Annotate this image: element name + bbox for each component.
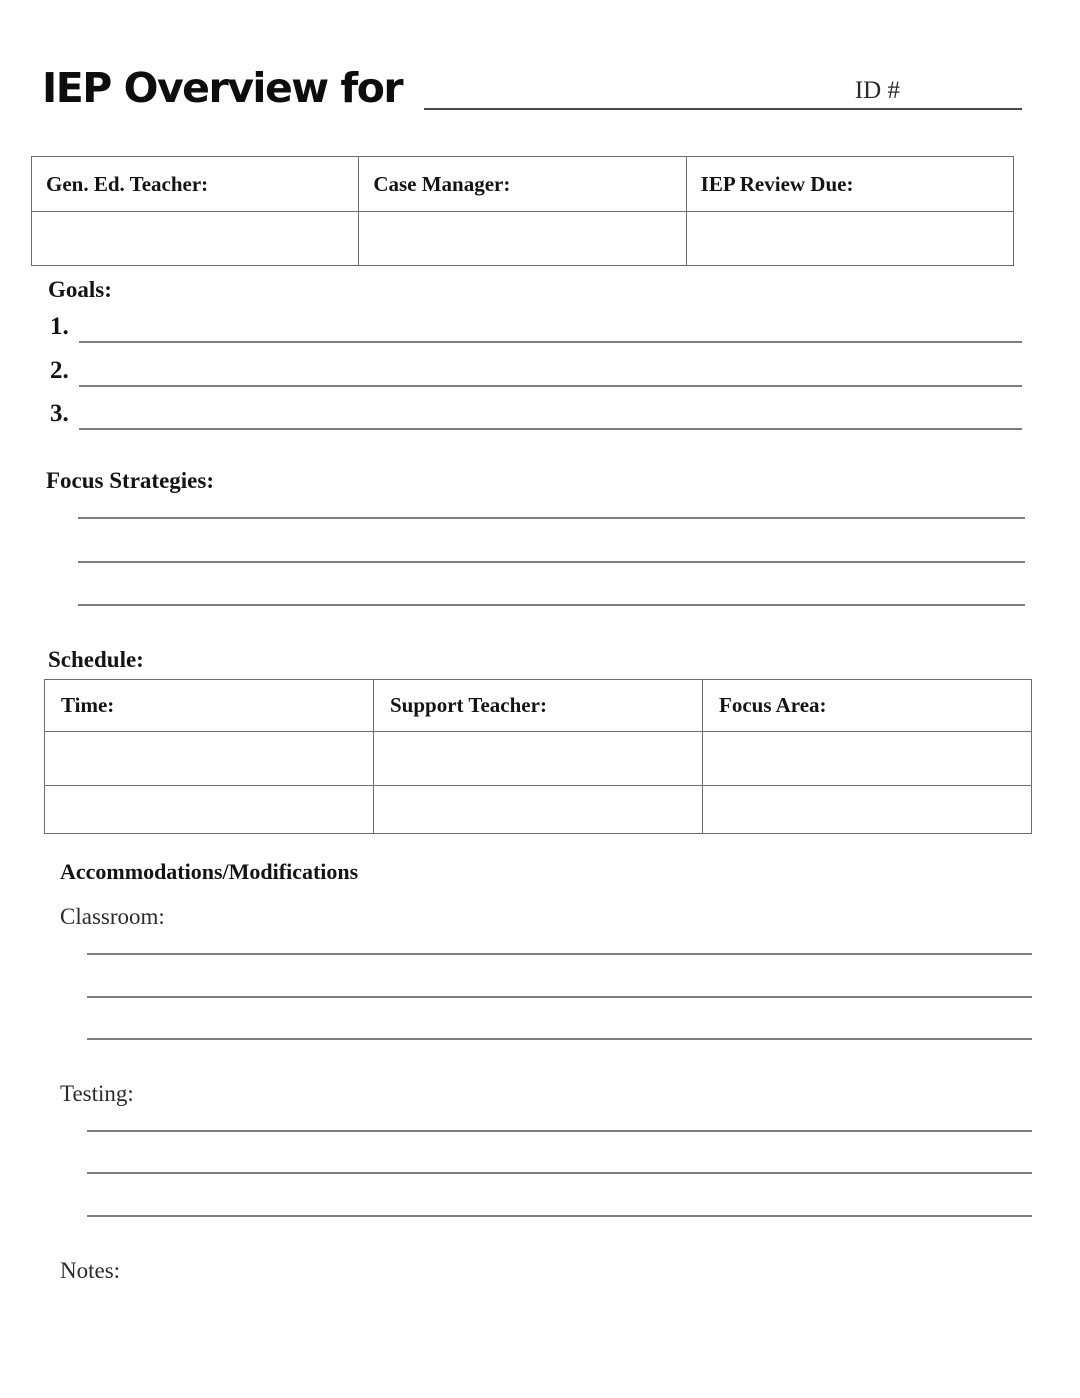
classroom-blank-3[interactable]	[87, 998, 1032, 1040]
schedule-table	[44, 679, 1032, 834]
focus-strategies-blank-3[interactable]	[78, 563, 1025, 606]
classroom-blank-2[interactable]	[87, 955, 1032, 998]
student-name-blank[interactable]	[424, 66, 1022, 110]
testing-blank-1[interactable]	[87, 1108, 1032, 1132]
focus-area-header: Focus Area:	[703, 680, 1032, 732]
support-teacher-cell-1[interactable]	[374, 732, 703, 786]
goal-3-number: 3.	[50, 400, 69, 427]
time-header: Time:	[45, 680, 374, 732]
form-title: IEP Overview for	[42, 64, 403, 112]
focus-strategies-blank-1[interactable]	[78, 495, 1025, 519]
accommodations-heading: Accommodations/Modifications	[60, 859, 359, 884]
gen-ed-teacher-header: Gen. Ed. Teacher:	[32, 157, 359, 212]
iep-review-due-cell[interactable]	[686, 212, 1013, 266]
id-number-label: ID #	[854, 77, 900, 104]
schedule-row-1	[45, 732, 1032, 786]
support-teacher-header: Support Teacher:	[374, 680, 703, 732]
classroom-label: Classroom:	[60, 904, 165, 929]
classroom-blank-1[interactable]	[87, 931, 1032, 955]
iep-review-due-header: IEP Review Due:	[686, 157, 1013, 212]
info-table-header-row	[32, 157, 1014, 212]
goal-1-number: 1.	[50, 313, 69, 340]
goals-heading: Goals:	[48, 277, 112, 302]
testing-blank-3[interactable]	[87, 1174, 1032, 1217]
schedule-header-row	[45, 680, 1032, 732]
goal-3-blank[interactable]	[79, 387, 1022, 430]
goal-1-blank[interactable]	[79, 304, 1022, 343]
focus-strategies-heading: Focus Strategies:	[46, 468, 214, 493]
form-header	[42, 66, 1022, 110]
focus-strategies-blank-2[interactable]	[78, 519, 1025, 563]
testing-blank-2[interactable]	[87, 1132, 1032, 1174]
goal-row-2	[50, 343, 1022, 387]
time-cell-1[interactable]	[45, 732, 374, 786]
support-teacher-cell-2[interactable]	[374, 786, 703, 834]
focus-area-cell-2[interactable]	[703, 786, 1032, 834]
goal-row-1	[50, 304, 1022, 343]
schedule-row-2	[45, 786, 1032, 834]
goal-row-3	[50, 387, 1022, 430]
case-manager-header: Case Manager:	[359, 157, 686, 212]
goal-2-blank[interactable]	[79, 343, 1022, 387]
notes-label: Notes:	[60, 1258, 121, 1283]
testing-label: Testing:	[60, 1081, 134, 1106]
time-cell-2[interactable]	[45, 786, 374, 834]
goal-2-number: 2.	[50, 357, 69, 384]
info-table	[31, 156, 1014, 266]
info-table-value-row	[32, 212, 1014, 266]
case-manager-cell[interactable]	[359, 212, 686, 266]
focus-area-cell-1[interactable]	[703, 732, 1032, 786]
schedule-heading: Schedule:	[48, 647, 144, 672]
gen-ed-teacher-cell[interactable]	[32, 212, 359, 266]
